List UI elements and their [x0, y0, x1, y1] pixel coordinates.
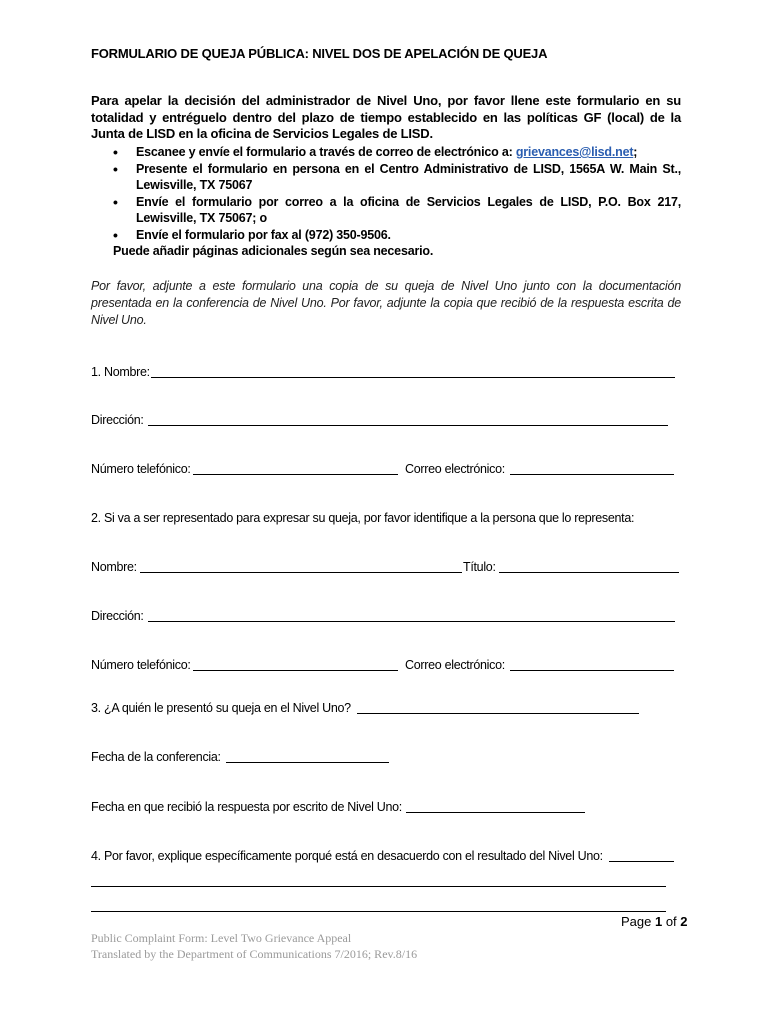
conference-date-field[interactable] — [226, 762, 389, 763]
rep-address-field[interactable] — [148, 621, 675, 622]
fax-option-text: Envíe el formulario por fax al (972) 350-9506. — [136, 227, 391, 242]
address-label: Dirección: — [91, 413, 144, 427]
conference-date-label: Fecha de la conferencia: — [91, 750, 221, 764]
submission-options-list — [113, 144, 681, 243]
level-one-recipient-field[interactable] — [357, 713, 639, 714]
rep-phone-label: Número telefónico: — [91, 658, 191, 672]
page-label: Page — [621, 914, 655, 929]
rep-title-field[interactable] — [499, 572, 679, 573]
rep-phone-field[interactable] — [193, 670, 398, 671]
disagreement-field-line-2[interactable] — [91, 886, 666, 887]
form-title: FORMULARIO DE QUEJA PÚBLICA: NIVEL DOS DE APELACIÓN DE QUEJA — [91, 46, 548, 61]
phone-label: Número telefónico: — [91, 462, 191, 476]
email-option-end: ; — [633, 145, 638, 159]
phone-field[interactable] — [193, 474, 398, 475]
page-total: 2 — [680, 914, 688, 929]
level-one-recipient-label: 3. ¿A quién le presentó su queja en el Nivel Uno? — [91, 701, 351, 715]
footer — [91, 930, 417, 962]
name-field[interactable] — [151, 377, 675, 378]
mail-option-text: Envíe el formulario por correo a la oficina de Servicios Legales de LISD, P.O. Box 217, Lewisville, TX 75067; o — [136, 194, 681, 225]
name-label: 1. Nombre: — [91, 365, 150, 379]
rep-name-field[interactable] — [140, 572, 462, 573]
rep-email-label: Correo electrónico: — [405, 658, 505, 672]
intro-paragraph: Para apelar la decisión del administrador de Nivel Uno, por favor llene este formulario en su totalidad y entréguelo dentro del plazo de tiempo establecido en las políticas GF (local) de la Junta de LISD en la oficina de Servicios Legales de LISD. — [91, 93, 681, 141]
page-of: of — [662, 914, 681, 929]
address-field[interactable] — [148, 425, 668, 426]
in-person-option-text: Presente el formulario en persona en el Centro Administrativo de LISD, 1565A W. Main St., Lewisville, TX 75067 — [136, 161, 681, 192]
attachment-note: Por favor, adjunte a este formulario una copia de su queja de Nivel Uno junto con la documentación presentada en la conferencia de Nivel Uno. Por favor, adjunte la copia que recibió de la respuesta escrita de Nivel Uno. — [91, 279, 681, 327]
email-label: Correo electrónico: — [405, 462, 505, 476]
response-date-label: Fecha en que recibió la respuesta por escrito de Nivel Uno: — [91, 800, 402, 814]
rep-email-field[interactable] — [510, 670, 674, 671]
page-current: 1 — [654, 914, 663, 929]
disagreement-label: 4. Por favor, explique específicamente porqué está en desacuerdo con el resultado del Nivel Uno: — [91, 849, 603, 863]
rep-title-label: Título: — [463, 560, 496, 574]
footer-line-1: Public Complaint Form: Level Two Grievance Appeal — [91, 931, 352, 945]
rep-address-label: Dirección: — [91, 609, 144, 623]
list-item — [113, 194, 681, 227]
email-link[interactable]: grievances@lisd.net — [515, 145, 634, 159]
email-option-text: Escanee y envíe el formulario a través de correo de electrónico a: — [136, 145, 516, 159]
footer-line-2: Translated by the Department of Communications 7/2016; Rev.8/16 — [91, 947, 418, 961]
disagreement-field-line-3[interactable] — [91, 911, 666, 912]
page-number — [621, 914, 688, 929]
list-item — [113, 227, 681, 244]
rep-name-label: Nombre: — [91, 560, 137, 574]
representative-question: 2. Si va a ser representado para expresar su queja, por favor identifique a la persona que lo representa: — [91, 511, 635, 525]
list-item — [113, 144, 681, 161]
extra-pages-note: Puede añadir páginas adicionales según sea necesario. — [113, 244, 434, 258]
response-date-field[interactable] — [406, 812, 585, 813]
disagreement-field-line-1[interactable] — [609, 861, 674, 862]
list-item — [113, 161, 681, 194]
email-field[interactable] — [510, 474, 674, 475]
